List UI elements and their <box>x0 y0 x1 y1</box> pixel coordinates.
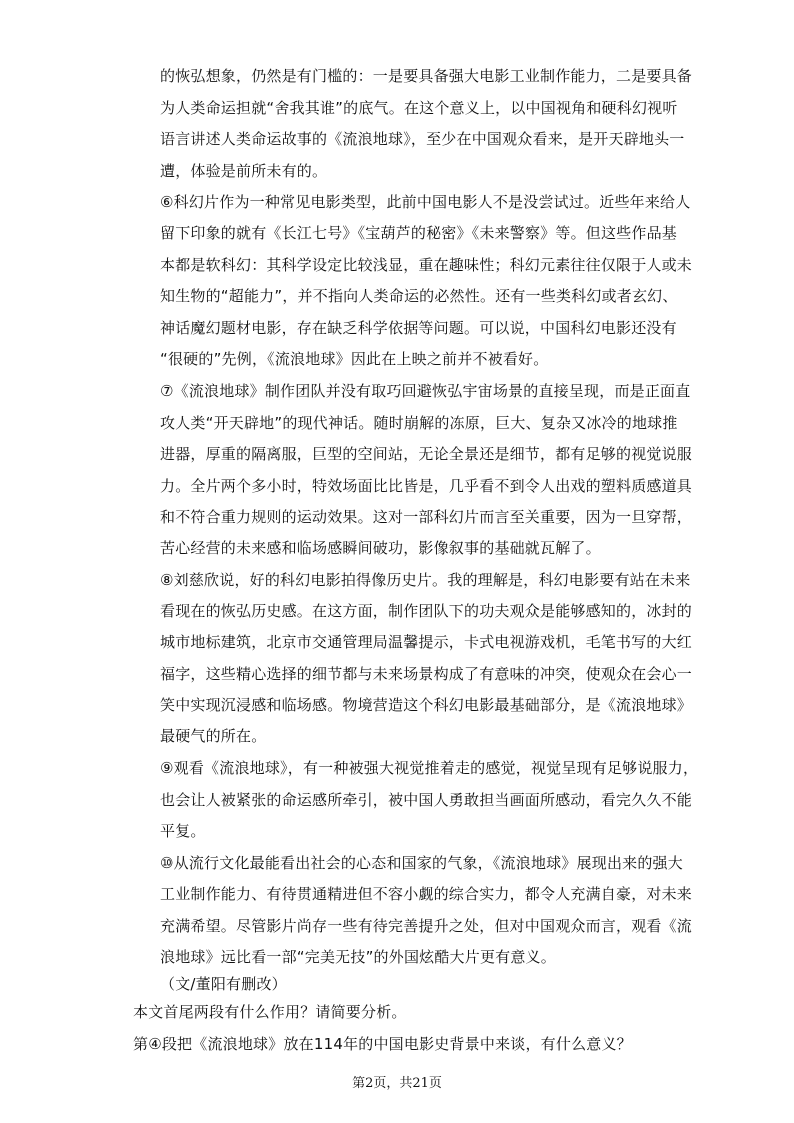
article-line: 工业制作能力、有待贯通精进但不容小觑的综合实力，都令人充满自豪，对未来 <box>160 885 693 903</box>
article-line: “很硬的”先例，《流浪地球》因此在上映之前并不被看好。 <box>160 350 549 368</box>
article-line: 也会让人被紧张的命运感所牵引，被中国人勇敢担当画面所感动，看完久久不能 <box>160 791 693 809</box>
article-line: 进器，厚重的隔离服，巨型的空间站，无论全景还是细节，都有足够的视觉说服 <box>160 445 693 463</box>
article-line: ⑧刘慈欣说，好的科幻电影拍得像历史片。我的理解是，科幻电影要有站在未来 <box>160 571 691 589</box>
article-line: 福字，这些精心选择的细节都与未来场景构成了有意味的冲突，使观众在会心一 <box>160 665 693 683</box>
article-line: 苦心经营的未来感和临场感瞬间破功，影像叙事的基础就瓦解了。 <box>160 539 601 557</box>
article-line: 笑中实现沉浸感和临场感。物境营造这个科幻电影最基础部分，是《流浪地球》 <box>160 696 693 714</box>
article-source: （文/董阳有删改） <box>160 975 287 993</box>
article-line: 和不符合重力规则的运动效果。这对一部科幻片而言至关重要，因为一旦穿帮， <box>160 508 693 526</box>
article-line: 遭，体验是前所未有的。 <box>160 162 328 180</box>
article-line: ⑩从流行文化最能看出社会的心态和国家的气象，《流浪地球》展现出来的强大 <box>160 854 683 872</box>
article-line: 知生物的“超能力”，并不指向人类命运的必然性。还有一些类科幻或者玄幻、 <box>160 287 678 305</box>
question-2: 第④段把《流浪地球》放在114年的中国电影史背景中来谈，有什么意义？ <box>133 1035 632 1053</box>
article-line: 神话魔幻题材电影，存在缺乏科学依据等问题。可以说，中国科幻电影还没有 <box>160 319 677 337</box>
article-line: 语言讲述人类命运故事的《流浪地球》，至少在中国观众看来，是开天辟地头一 <box>160 130 685 148</box>
article-line: 浪地球》远比看一部“完美无技”的外国炫酷大片更有意义。 <box>160 948 556 966</box>
article-line: 最硬气的所在。 <box>160 727 267 745</box>
article-line: 攻人类“开天辟地”的现代神话。随时崩解的冻原，巨大、复杂又冰冷的地球推 <box>160 414 678 432</box>
article-line: 充满希望。尽管影片尚存一些有待完善提升之处，但对中国观众而言，观看《流 <box>160 917 693 935</box>
page-footer: 第2页，共21页 <box>352 1076 442 1091</box>
article-line: 城市地标建筑，北京市交通管理局温馨提示，卡式电视游戏机，毛笔书写的大红 <box>160 633 693 651</box>
article-line: 力。全片两个多小时，特效场面比比皆是，几乎看不到令人出戏的塑料质感道具 <box>160 477 693 495</box>
article-line: 留下印象的就有《长江七号》《宝葫芦的秘密》《未来警察》等。但这些作品基 <box>160 224 678 242</box>
question-1: 本文首尾两段有什么作用？请简要分析。 <box>133 1003 407 1021</box>
article-line: ⑦《流浪地球》制作团队并没有取巧回避恢弘宇宙场景的直接呈现，而是正面直 <box>160 382 691 400</box>
article-line: ⑨观看《流浪地球》，有一种被强大视觉推着走的感觉，视觉呈现有足够说服力， <box>160 759 699 777</box>
article-line: 平复。 <box>160 822 206 840</box>
article-line: 本都是软科幻：其科学设定比较浅显，重在趣味性；科幻元素往往仅限于人或未 <box>160 256 693 274</box>
article-line: 看现在的恢弘历史感。在这方面，制作团队下的功夫观众是能够感知的，冰封的 <box>160 602 693 620</box>
article-line: 的恢弘想象，仍然是有门槛的：一是要具备强大电影工业制作能力，二是要具备 <box>160 67 693 85</box>
article-line: 为人类命运担就“舍我其谁”的底气。在这个意义上，以中国视角和硬科幻视听 <box>160 99 678 117</box>
article-line: ⑥科幻片作为一种常见电影类型，此前中国电影人不是没尝试过。近些年来给人 <box>160 193 691 211</box>
